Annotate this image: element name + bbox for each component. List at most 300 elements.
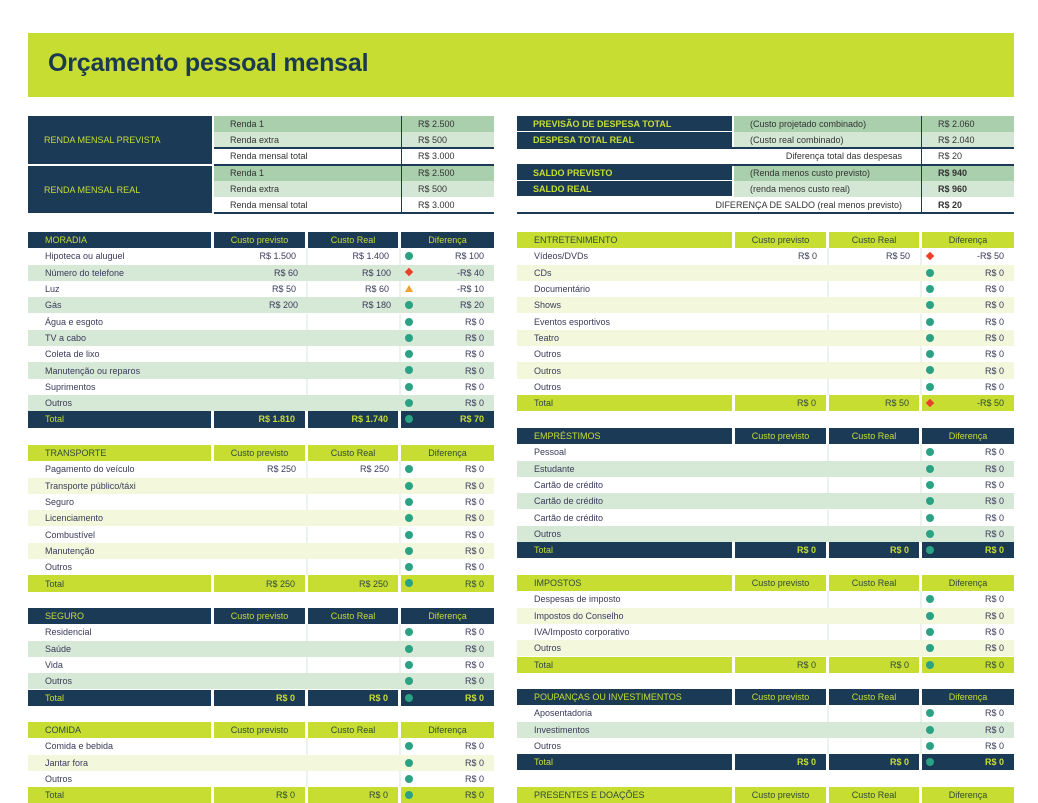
- difference-value: R$ 0: [984, 284, 1004, 295]
- total-label: Total: [517, 395, 735, 411]
- row-label: Outros: [534, 643, 562, 654]
- difference-cell: [401, 248, 494, 264]
- table-row[interactable]: [517, 362, 1014, 378]
- difference-value: R$ 0: [464, 643, 484, 654]
- table-row[interactable]: [28, 510, 494, 526]
- table-header: [28, 445, 494, 461]
- projected-cost-cell[interactable]: [214, 314, 308, 330]
- projected-cost-cell[interactable]: [735, 281, 829, 297]
- difference-value: R$ 0: [464, 562, 484, 573]
- green-circle-icon: [405, 547, 413, 555]
- projected-cost-cell[interactable]: [214, 641, 308, 657]
- actual-cost-cell[interactable]: [829, 493, 922, 509]
- table-header: [517, 575, 1014, 591]
- projected-cost-cell[interactable]: [214, 738, 308, 754]
- table-header: [517, 232, 1014, 248]
- actual-cost-cell[interactable]: [829, 461, 922, 477]
- difference-cell: [922, 297, 1014, 313]
- actual-cost-cell[interactable]: R$ 250: [308, 461, 401, 477]
- green-circle-icon: [926, 383, 934, 391]
- green-circle-icon: [926, 628, 934, 636]
- actual-cost-cell[interactable]: R$ 60: [308, 281, 401, 297]
- difference-cell: [401, 641, 494, 657]
- total-row: [517, 657, 1014, 673]
- green-circle-icon: [405, 334, 413, 342]
- total-label: Total: [28, 411, 214, 427]
- projected-income-row: Renda 1: [214, 116, 494, 132]
- table-row[interactable]: [517, 281, 1014, 297]
- actual-cost-cell[interactable]: [829, 444, 922, 460]
- projected-cost-cell[interactable]: [735, 346, 829, 362]
- green-circle-icon: [926, 709, 934, 717]
- row-label: Outros: [45, 774, 73, 785]
- column-header-diff: Diferença: [922, 575, 1014, 591]
- table-row[interactable]: [28, 314, 494, 330]
- row-label: Outros: [45, 676, 73, 687]
- actual-cost-cell[interactable]: [308, 641, 401, 657]
- green-circle-icon: [926, 742, 934, 750]
- projected-cost-cell[interactable]: [735, 722, 829, 738]
- row-label: Transporte público/táxi: [45, 480, 136, 491]
- projected-expense-label: PREVISÃO DE DESPESA TOTAL: [517, 116, 732, 131]
- difference-cell: [401, 330, 494, 346]
- total-row: [517, 395, 1014, 411]
- row-label: Outros: [534, 528, 562, 539]
- row-label: Comida e bebida: [45, 741, 114, 752]
- actual-cost-cell[interactable]: [829, 608, 922, 624]
- difference-value: R$ 0: [464, 464, 484, 475]
- projected-cost-cell[interactable]: [214, 771, 308, 787]
- column-header-projected: Custo previsto: [735, 428, 829, 444]
- green-circle-icon: [926, 661, 934, 669]
- projected-cost-cell[interactable]: [214, 657, 308, 673]
- actual-cost-cell[interactable]: [308, 346, 401, 362]
- difference-value: R$ 0: [464, 480, 484, 491]
- balance-diff-row: DIFERENÇA DE SALDO (real menos previsto): [517, 197, 1014, 213]
- difference-cell: [401, 379, 494, 395]
- actual-cost-cell[interactable]: R$ 1.400: [308, 248, 401, 264]
- difference-cell: [401, 297, 494, 313]
- actual-cost-cell[interactable]: [308, 673, 401, 689]
- table-row[interactable]: [28, 248, 494, 264]
- difference-cell: [401, 543, 494, 559]
- projected-cost-cell[interactable]: [735, 608, 829, 624]
- row-label: Gás: [45, 300, 62, 311]
- actual-cost-cell[interactable]: [308, 510, 401, 526]
- actual-cost-cell[interactable]: [829, 297, 922, 313]
- projected-cost-cell[interactable]: [735, 444, 829, 460]
- total-actual: R$ 0: [829, 542, 922, 558]
- row-label: TV a cabo: [45, 332, 87, 343]
- table-row[interactable]: [28, 478, 494, 494]
- total-row: [28, 575, 494, 591]
- difference-cell: [401, 314, 494, 330]
- table-row[interactable]: [28, 395, 494, 411]
- table-row[interactable]: [28, 461, 494, 477]
- green-circle-icon: [926, 612, 934, 620]
- column-header-diff: Diferença: [922, 428, 1014, 444]
- projected-cost-cell[interactable]: [735, 624, 829, 640]
- column-header-projected: Custo previsto: [735, 575, 829, 591]
- difference-value: R$ 0: [464, 627, 484, 638]
- row-label: Cartão de crédito: [534, 480, 604, 491]
- actual-cost-cell[interactable]: [308, 771, 401, 787]
- expense-diff-row: Diferença total das despesas: [517, 148, 1014, 164]
- difference-value: R$ 0: [984, 332, 1004, 343]
- difference-cell: [922, 640, 1014, 656]
- difference-cell: [922, 248, 1014, 264]
- green-circle-icon: [405, 579, 413, 587]
- projected-cost-cell[interactable]: [214, 755, 308, 771]
- total-projected: R$ 0: [735, 395, 829, 411]
- actual-cost-cell[interactable]: [829, 346, 922, 362]
- table-row[interactable]: [517, 640, 1014, 656]
- projected-cost-cell[interactable]: R$ 0: [735, 248, 829, 264]
- projected-cost-cell[interactable]: [214, 362, 308, 378]
- projected-cost-cell[interactable]: [735, 362, 829, 378]
- table-row[interactable]: [517, 297, 1014, 313]
- projected-cost-cell[interactable]: [735, 297, 829, 313]
- actual-cost-cell[interactable]: [308, 478, 401, 494]
- income-value: R$ 3.000: [418, 151, 455, 161]
- projected-cost-cell[interactable]: R$ 50: [214, 281, 308, 297]
- total-row: [28, 411, 494, 427]
- difference-value: R$ 0: [984, 300, 1004, 311]
- difference-cell: [922, 314, 1014, 330]
- total-difference: [922, 657, 1014, 673]
- table-row[interactable]: [517, 526, 1014, 542]
- projected-cost-cell[interactable]: R$ 60: [273, 267, 298, 278]
- actual-cost-cell[interactable]: R$ 180: [361, 300, 391, 311]
- projected-income-row: Renda extra: [214, 132, 494, 148]
- difference-value: R$ 0: [984, 349, 1004, 360]
- actual-cost-cell[interactable]: [308, 494, 401, 510]
- column-header-actual: Custo Real: [829, 232, 922, 248]
- actual-expense-label: DESPESA TOTAL REAL: [517, 132, 732, 147]
- green-circle-icon: [405, 350, 413, 358]
- projected-cost-cell[interactable]: [735, 477, 829, 493]
- difference-value: R$ 0: [984, 528, 1004, 539]
- projected-cost-cell[interactable]: [735, 591, 829, 607]
- actual-cost-cell[interactable]: [829, 314, 922, 330]
- actual-cost-cell[interactable]: [829, 379, 922, 395]
- total-actual: R$ 0: [308, 690, 401, 706]
- projected-cost-cell[interactable]: [214, 330, 308, 346]
- projected-cost-cell[interactable]: [735, 493, 829, 509]
- green-circle-icon: [926, 366, 934, 374]
- red-diamond-icon: [926, 252, 934, 260]
- table-row[interactable]: [517, 722, 1014, 738]
- projected-cost-cell[interactable]: [214, 624, 308, 640]
- difference-value: R$ 0: [464, 349, 484, 360]
- row-label: Teatro: [534, 332, 560, 343]
- expense-value: R$ 2.040: [938, 135, 975, 145]
- difference-cell: [401, 494, 494, 510]
- table-row[interactable]: [517, 738, 1014, 754]
- difference-value: R$ 0: [464, 545, 484, 556]
- green-circle-icon: [926, 448, 934, 456]
- column-header-diff: Diferença: [401, 232, 494, 248]
- projected-cost-cell[interactable]: [214, 673, 308, 689]
- actual-cost-cell[interactable]: [829, 510, 922, 526]
- table-row[interactable]: [28, 755, 494, 771]
- difference-cell: [922, 738, 1014, 754]
- green-circle-icon: [926, 285, 934, 293]
- table-row[interactable]: [28, 527, 494, 543]
- row-label: CDs: [534, 267, 552, 278]
- projected-expense-note: (Custo projetado combinado): [734, 116, 1014, 132]
- actual-cost-cell[interactable]: [829, 738, 922, 754]
- projected-cost-cell[interactable]: [735, 510, 829, 526]
- table-row[interactable]: [28, 624, 494, 640]
- row-label: Residencial: [45, 627, 92, 638]
- difference-value: R$ 0: [984, 741, 1004, 752]
- column-header-diff: Diferença: [401, 445, 494, 461]
- projected-cost-cell[interactable]: [735, 330, 829, 346]
- column-header-projected: Custo previsto: [214, 608, 308, 624]
- table-header: [517, 689, 1014, 705]
- total-label: Total: [28, 690, 214, 706]
- divider: [517, 212, 1014, 214]
- projected-cost-cell[interactable]: [735, 738, 829, 754]
- table-title: MORADIA: [28, 232, 214, 248]
- actual-balance-note: (renda menos custo real): [734, 181, 1014, 197]
- actual-expense-note: (Custo real combinado): [734, 132, 1014, 148]
- actual-cost-cell[interactable]: [829, 526, 922, 542]
- actual-cost-cell[interactable]: [308, 314, 401, 330]
- projected-cost-cell[interactable]: R$ 1.500: [214, 248, 308, 264]
- row-label: Vida: [45, 660, 63, 671]
- table-row[interactable]: [517, 314, 1014, 330]
- column-header-actual: Custo Real: [308, 722, 401, 738]
- table-title: ENTRETENIMENTO: [517, 232, 735, 248]
- difference-cell: [401, 771, 494, 787]
- total-label: Total: [517, 657, 735, 673]
- column-header-projected: Custo previsto: [735, 689, 829, 705]
- projected-cost-cell[interactable]: [735, 314, 829, 330]
- table-row[interactable]: [517, 330, 1014, 346]
- difference-value: R$ 0: [984, 594, 1004, 605]
- row-label: Hipoteca ou aluguel: [45, 251, 125, 262]
- table-title: COMIDA: [28, 722, 214, 738]
- row-label: Investimentos: [534, 724, 590, 735]
- table-row[interactable]: [28, 346, 494, 362]
- actual-cost-cell[interactable]: [829, 330, 922, 346]
- table-row[interactable]: [28, 673, 494, 689]
- actual-cost-cell[interactable]: [308, 559, 401, 575]
- projected-cost-cell[interactable]: [214, 379, 308, 395]
- table-row[interactable]: [517, 705, 1014, 721]
- actual-cost-cell[interactable]: [308, 395, 401, 411]
- table-row[interactable]: [28, 297, 494, 313]
- table-row[interactable]: [28, 641, 494, 657]
- table-row[interactable]: [517, 591, 1014, 607]
- projected-cost-cell[interactable]: [214, 527, 308, 543]
- green-circle-icon: [405, 252, 413, 260]
- total-difference-value: R$ 0: [984, 757, 1004, 768]
- total-actual: R$ 0: [829, 754, 922, 770]
- projected-cost-cell[interactable]: [214, 395, 308, 411]
- actual-cost-cell[interactable]: [308, 379, 401, 395]
- difference-cell: [922, 477, 1014, 493]
- total-difference: [401, 787, 494, 803]
- row-label: Água e esgoto: [45, 316, 104, 327]
- column-header-projected: Custo previsto: [214, 232, 308, 248]
- table-row[interactable]: [28, 738, 494, 754]
- actual-cost-cell[interactable]: [829, 640, 922, 656]
- difference-cell: [401, 281, 494, 297]
- difference-value: R$ 0: [984, 447, 1004, 458]
- actual-cost-cell[interactable]: [829, 281, 922, 297]
- row-label: Despesas de imposto: [534, 594, 621, 605]
- column-header-projected: Custo previsto: [214, 445, 308, 461]
- column-header-actual: Custo Real: [829, 689, 922, 705]
- column-header-actual: Custo Real: [829, 428, 922, 444]
- projected-cost-cell[interactable]: [214, 478, 308, 494]
- projected-cost-cell[interactable]: [735, 379, 829, 395]
- total-actual: R$ 250: [308, 575, 401, 591]
- actual-cost-cell[interactable]: [308, 755, 401, 771]
- difference-value: R$ 0: [464, 365, 484, 376]
- difference-value: R$ 0: [464, 757, 484, 768]
- income-value: R$ 500: [418, 135, 448, 145]
- column-header-diff: Diferença: [922, 689, 1014, 705]
- projected-cost-cell[interactable]: [214, 510, 308, 526]
- total-difference-value: -R$ 50: [976, 398, 1004, 409]
- green-circle-icon: [926, 334, 934, 342]
- table-row[interactable]: [517, 346, 1014, 362]
- row-label: Pagamento do veículo: [45, 464, 135, 475]
- green-circle-icon: [405, 628, 413, 636]
- actual-cost-cell[interactable]: R$ 50: [829, 248, 922, 264]
- actual-cost-cell[interactable]: [829, 624, 922, 640]
- table-row[interactable]: [517, 379, 1014, 395]
- projected-cost-cell[interactable]: [214, 559, 308, 575]
- total-difference-value: R$ 0: [984, 659, 1004, 670]
- actual-cost-cell[interactable]: [829, 362, 922, 378]
- actual-cost-cell[interactable]: [308, 543, 401, 559]
- difference-value: R$ 0: [464, 660, 484, 671]
- actual-cost-cell[interactable]: [308, 527, 401, 543]
- difference-cell: [922, 493, 1014, 509]
- divider: [214, 147, 494, 149]
- difference-cell: [401, 738, 494, 754]
- projected-cost-cell[interactable]: [214, 494, 308, 510]
- table-row[interactable]: [517, 493, 1014, 509]
- total-projected: R$ 0: [735, 542, 829, 558]
- difference-value: R$ 0: [984, 627, 1004, 638]
- table-row[interactable]: [28, 379, 494, 395]
- table-row[interactable]: [517, 248, 1014, 264]
- difference-cell: [922, 461, 1014, 477]
- table-row[interactable]: [517, 510, 1014, 526]
- difference-value: R$ 0: [464, 497, 484, 508]
- row-label: Eventos esportivos: [534, 316, 611, 327]
- green-circle-icon: [926, 546, 934, 554]
- projected-cost-cell[interactable]: R$ 250: [214, 461, 308, 477]
- divider: [214, 212, 494, 214]
- projected-cost-cell[interactable]: [735, 461, 829, 477]
- projected-cost-cell[interactable]: [735, 640, 829, 656]
- projected-cost-cell[interactable]: [214, 543, 308, 559]
- actual-cost-cell[interactable]: [829, 477, 922, 493]
- table-header: [28, 232, 494, 248]
- difference-value: -R$ 10: [456, 284, 484, 295]
- difference-value: R$ 0: [464, 676, 484, 687]
- projected-cost-cell[interactable]: [735, 526, 829, 542]
- table-row[interactable]: [28, 330, 494, 346]
- projected-cost-cell[interactable]: [214, 346, 308, 362]
- expense-value: R$ 2.060: [938, 119, 975, 129]
- difference-value: R$ 0: [984, 643, 1004, 654]
- actual-cost-cell[interactable]: [829, 265, 922, 281]
- difference-value: R$ 0: [984, 316, 1004, 327]
- actual-cost-cell[interactable]: [829, 722, 922, 738]
- actual-cost-cell[interactable]: [308, 657, 401, 673]
- table-row[interactable]: [517, 461, 1014, 477]
- table-row[interactable]: [517, 444, 1014, 460]
- table-row[interactable]: [28, 265, 494, 281]
- total-label: Total: [517, 754, 735, 770]
- income-value: R$ 2.500: [418, 119, 455, 129]
- table-row[interactable]: [28, 771, 494, 787]
- table-row[interactable]: [28, 362, 494, 378]
- difference-value: R$ 0: [984, 463, 1004, 474]
- green-circle-icon: [405, 514, 413, 522]
- actual-cost-cell[interactable]: [308, 738, 401, 754]
- difference-value: R$ 0: [464, 774, 484, 785]
- table-row[interactable]: [517, 624, 1014, 640]
- total-difference: [401, 575, 494, 591]
- row-label: Manutenção: [45, 545, 95, 556]
- difference-value: -R$ 50: [976, 251, 1004, 262]
- actual-cost-cell[interactable]: [829, 591, 922, 607]
- table-row[interactable]: [28, 559, 494, 575]
- difference-cell: [922, 705, 1014, 721]
- actual-cost-cell[interactable]: [829, 705, 922, 721]
- projected-cost-cell[interactable]: [735, 705, 829, 721]
- total-difference: [922, 395, 1014, 411]
- green-circle-icon: [405, 775, 413, 783]
- column-header-projected: Custo previsto: [214, 722, 308, 738]
- table-title: SEGURO: [28, 608, 214, 624]
- table-row[interactable]: [28, 657, 494, 673]
- row-label: Suprimentos: [45, 381, 96, 392]
- row-label: Licenciamento: [45, 513, 104, 524]
- green-circle-icon: [405, 531, 413, 539]
- actual-cost-cell[interactable]: [308, 624, 401, 640]
- table-row[interactable]: [517, 608, 1014, 624]
- column-header-diff: Diferença: [922, 232, 1014, 248]
- table-row[interactable]: [28, 543, 494, 559]
- green-circle-icon: [926, 595, 934, 603]
- difference-cell: [401, 346, 494, 362]
- green-circle-icon: [926, 514, 934, 522]
- green-circle-icon: [405, 318, 413, 326]
- actual-cost-cell[interactable]: [308, 362, 401, 378]
- table-row[interactable]: [28, 281, 494, 297]
- projected-cost-cell[interactable]: R$ 200: [268, 300, 298, 311]
- green-circle-icon: [926, 758, 934, 766]
- green-circle-icon: [405, 366, 413, 374]
- projected-cost-cell[interactable]: [735, 265, 829, 281]
- actual-cost-cell[interactable]: [308, 330, 401, 346]
- table-row[interactable]: [517, 265, 1014, 281]
- actual-cost-cell[interactable]: R$ 100: [361, 267, 391, 278]
- table-row[interactable]: [28, 494, 494, 510]
- table-row[interactable]: [517, 477, 1014, 493]
- difference-cell: [401, 510, 494, 526]
